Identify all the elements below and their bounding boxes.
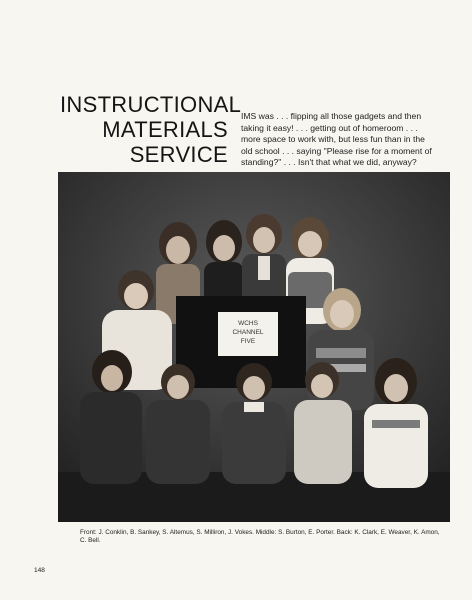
heading-line-2: MATERIALS — [102, 117, 228, 142]
heading-line-3: SERVICE — [129, 142, 228, 167]
group-photo-illustration — [58, 172, 450, 522]
photo-caption: Front: J. Conklin, B. Sankey, S. Altemus, S. Milliron, J. Vokes. Middle: S. Burton, E. Porter. Back: K. Clark, E. Weaver, K. Amon, C. Bell. — [80, 529, 440, 545]
section-heading — [60, 92, 242, 167]
sign-line-1: WCHS — [238, 320, 258, 327]
sign-line-2: CHANNEL — [232, 329, 264, 336]
intro-paragraph: IMS was . . . flipping all those gadgets and then taking it easy! . . . getting out of homeroom . . . more space to work with, but less fun than in the old school . . . saying "Please rise for a moment of standing?" . . . Isn't that what we did, anyway? — [241, 111, 432, 168]
page-number: 148 — [34, 567, 45, 574]
heading-line-1: INSTRUCTIONAL — [60, 92, 242, 117]
sign-line-3: FIVE — [240, 338, 256, 345]
group-photo — [58, 172, 450, 522]
